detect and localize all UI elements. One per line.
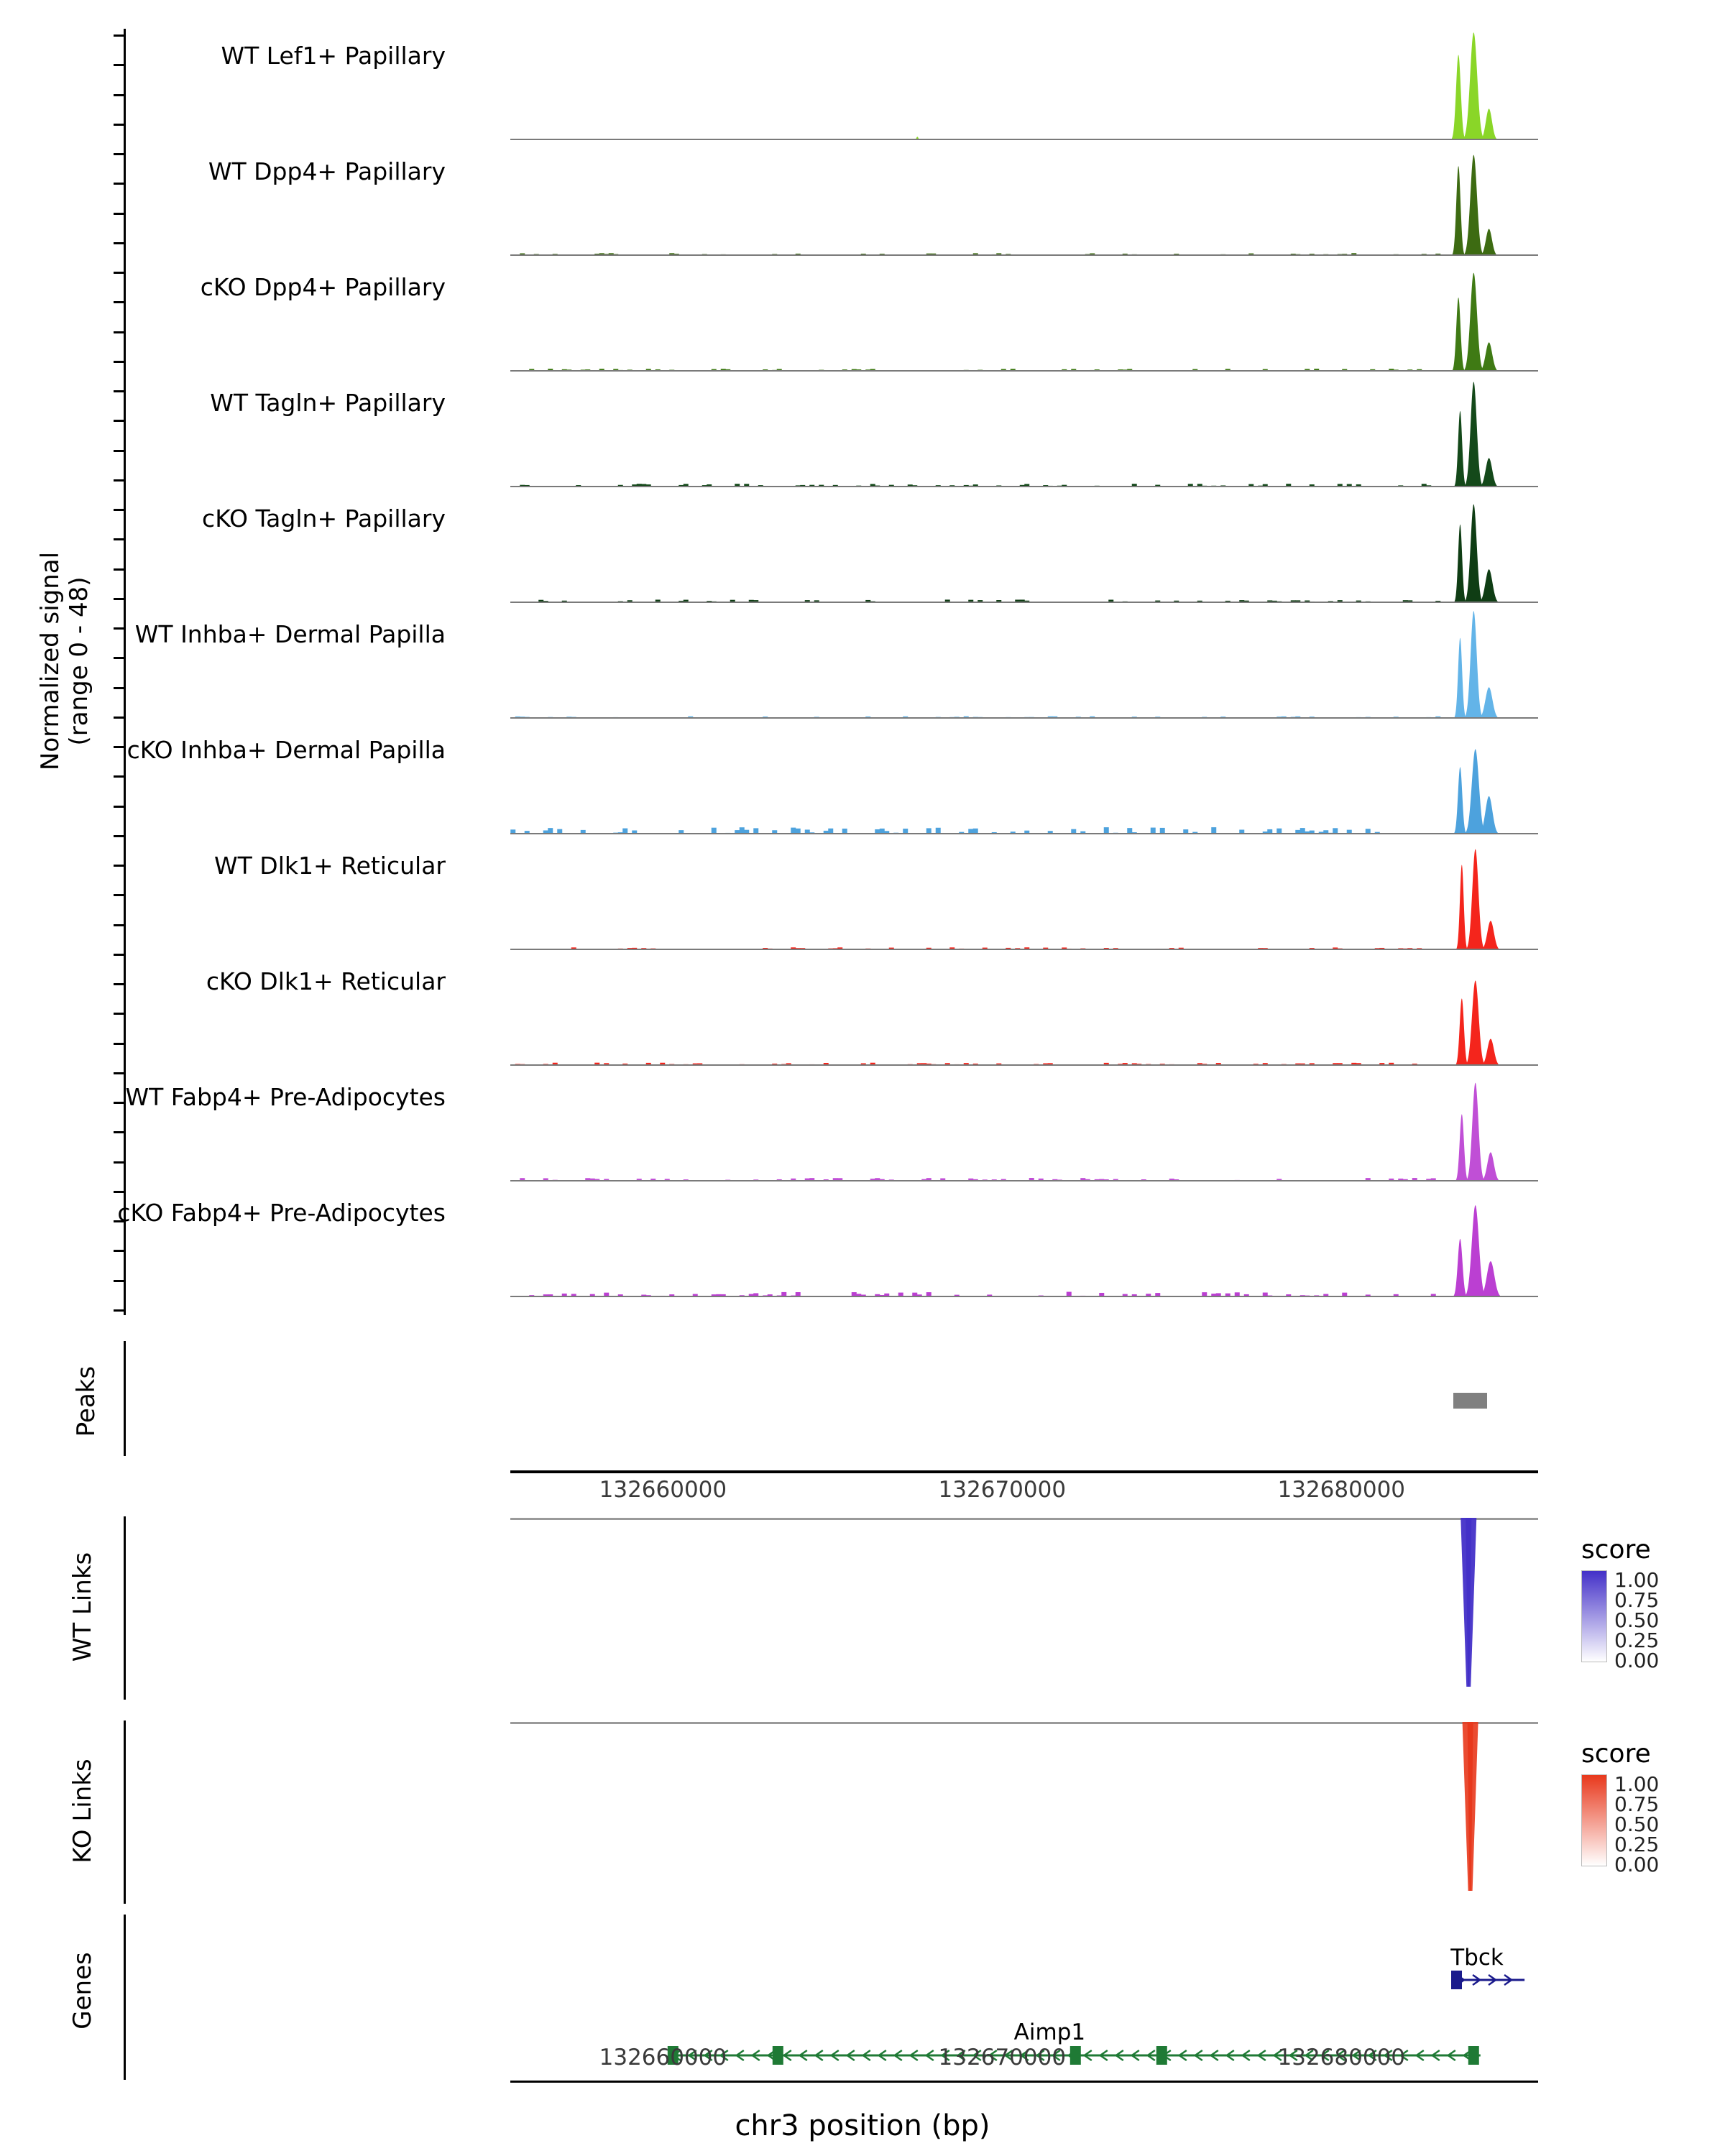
coverage-track [510, 611, 1538, 719]
peaks-panel-spine [124, 1341, 126, 1456]
coverage-baseline [510, 486, 1538, 487]
coverage-track [510, 1189, 1538, 1297]
coverage-track-label: WT Dpp4+ Papillary [208, 157, 446, 185]
wt-links-panel [0, 1514, 1725, 1704]
wt-score-legend [1581, 1535, 1660, 1672]
bp-tick-label: 132670000 [938, 1477, 1067, 1503]
legend-tick: 1.00 [1614, 1772, 1660, 1796]
peaks-panel [0, 1337, 1725, 1470]
coverage-baseline [510, 717, 1538, 719]
coverage-track [510, 842, 1538, 950]
coverage-signal [510, 842, 1538, 950]
coverage-track-label: cKO Dpp4+ Papillary [200, 273, 446, 301]
coverage-baseline [510, 833, 1538, 834]
ko-score-colorbar [1581, 1774, 1607, 1866]
gene-label-tbck: Tbck [1450, 1945, 1504, 1971]
ko-links-graphic [510, 1722, 1538, 1902]
bp-axis-line-bottom [510, 2081, 1538, 2083]
y-axis-title-line2: (range 0 - 48) [65, 576, 93, 746]
ko-score-legend-title: score [1581, 1739, 1651, 1769]
coverage-track [510, 379, 1538, 487]
wt-score-colorbar [1581, 1570, 1607, 1662]
coverage-track [510, 958, 1538, 1066]
coverage-baseline [510, 139, 1538, 140]
legend-tick: 0.25 [1614, 1628, 1660, 1652]
wt-score-legend-title: score [1581, 1535, 1651, 1565]
coverage-track [510, 727, 1538, 834]
legend-tick: 0.00 [1614, 1853, 1660, 1876]
coverage-track-label: cKO Inhba+ Dermal Papilla [126, 736, 446, 764]
coverage-signal [510, 264, 1538, 372]
bp-tick-label: 132670000 [938, 2045, 1067, 2070]
coverage-signal [510, 148, 1538, 256]
ko-links-spine [124, 1720, 126, 1904]
coverage-track-label: cKO Tagln+ Papillary [202, 505, 446, 533]
coverage-baseline [510, 1296, 1538, 1297]
coverage-track [510, 495, 1538, 603]
ko-links-panel [0, 1718, 1725, 1908]
coverage-signal [510, 32, 1538, 140]
coverage-track-label: WT Fabp4+ Pre-Adipocytes [125, 1083, 446, 1111]
coverage-track [510, 148, 1538, 256]
legend-tick: 0.50 [1614, 1608, 1660, 1632]
coverage-track [510, 32, 1538, 140]
coverage-track-label: WT Lef1+ Papillary [221, 42, 446, 70]
peaks-panel-label: Peaks [72, 1365, 101, 1437]
coverage-signal [510, 727, 1538, 834]
bp-tick-label: 132660000 [599, 1477, 727, 1503]
bp-tick-label: 132680000 [1277, 1477, 1406, 1503]
legend-tick: 0.25 [1614, 1833, 1660, 1856]
gene-label-aimp1: Aimp1 [1013, 2019, 1086, 2045]
ko-links-label: KO Links [68, 1759, 97, 1864]
genes-label: Genes [68, 1952, 97, 2030]
bp-tick-label: 132680000 [1277, 2045, 1406, 2070]
ko-score-legend [1581, 1739, 1660, 1876]
coverage-track-label: WT Inhba+ Dermal Papilla [134, 620, 446, 648]
peak-region[interactable] [1453, 1393, 1487, 1409]
coverage-track [510, 1074, 1538, 1181]
coverage-baseline [510, 602, 1538, 603]
legend-tick: 0.75 [1614, 1792, 1660, 1816]
ko-score-ticks [1614, 1772, 1660, 1876]
coverage-baseline [510, 254, 1538, 256]
bp-axis-line-top [510, 1470, 1538, 1473]
coverage-track-label: WT Dlk1+ Reticular [214, 852, 446, 880]
genes-spine [124, 1915, 126, 2080]
coverage-baseline [510, 949, 1538, 950]
legend-tick: 0.50 [1614, 1812, 1660, 1836]
coverage-baseline [510, 1180, 1538, 1181]
coverage-signal [510, 1189, 1538, 1297]
coverage-track-label: cKO Dlk1+ Reticular [206, 967, 446, 995]
coverage-track [510, 264, 1538, 372]
coverage-signal [510, 379, 1538, 487]
wt-links-spine [124, 1516, 126, 1700]
coverage-signal [510, 958, 1538, 1066]
y-axis-title-line1: Normalized signal [36, 551, 65, 771]
wt-score-ticks [1614, 1568, 1660, 1672]
bp-tick-label: 132660000 [599, 2045, 727, 2070]
wt-links-graphic [510, 1518, 1538, 1697]
legend-tick: 0.00 [1614, 1649, 1660, 1672]
legend-tick: 1.00 [1614, 1568, 1660, 1592]
legend-tick: 0.75 [1614, 1588, 1660, 1612]
coverage-baseline [510, 1064, 1538, 1066]
coverage-track-label: WT Tagln+ Papillary [210, 389, 446, 417]
coverage-signal [510, 611, 1538, 719]
coverage-signal [510, 495, 1538, 603]
coverage-track-label: cKO Fabp4+ Pre-Adipocytes [117, 1199, 446, 1227]
coverage-baseline [510, 370, 1538, 372]
wt-links-label: WT Links [68, 1552, 97, 1662]
coverage-signal [510, 1074, 1538, 1181]
genes-panel [0, 1912, 1725, 2099]
x-axis-title: chr3 position (bp) [735, 2109, 990, 2142]
